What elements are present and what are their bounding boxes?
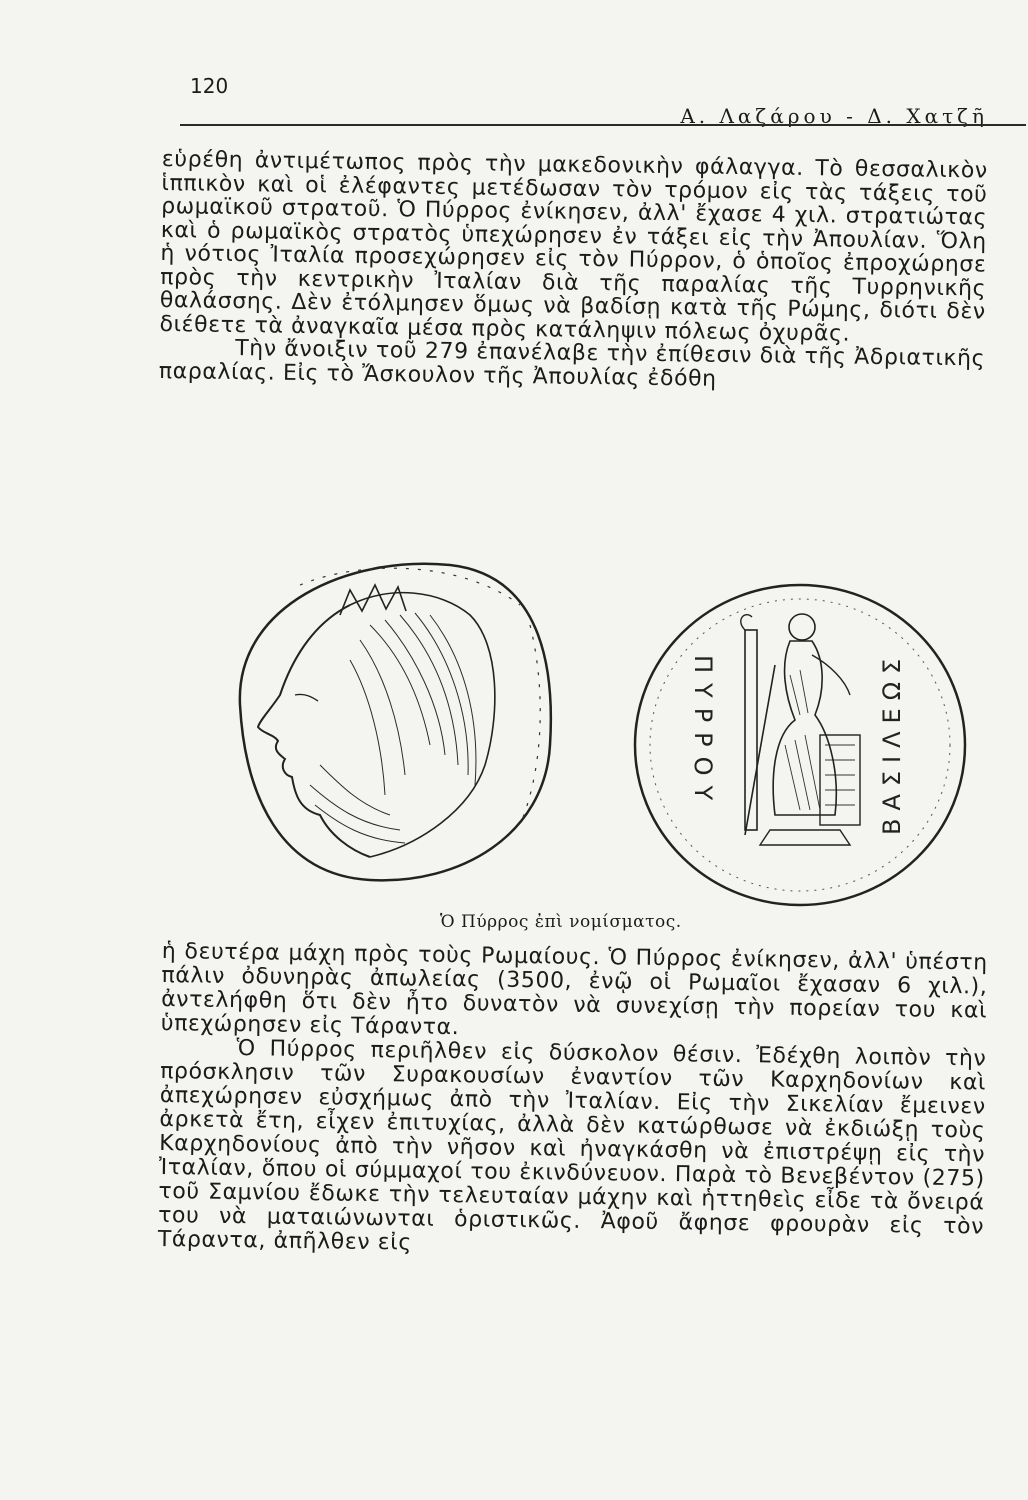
text-block-bottom [158,940,988,1264]
reverse-right-legend: ΒΑΣΙΛΕΩΣ [878,650,906,835]
coin-portrait-icon [240,564,551,881]
paragraph: ἡ δευτέρα μάχη πρὸς τοὺς Ρωμαίους. Ὁ Πύρρος ἐνίκησεν, ἀλλ' ὑπέστη πάλιν ὀδυνηρὰς ἀπωλείας (3500, ἐνῷ οἱ Ρωμαῖοι ἔχασαν 6 χιλ.), ἀντελήφθη ὅτι δὲν ἦτο δυνατὸν νὰ συνεχίσῃ τὴν πορείαν του καὶ ὑπεχώρησεν εἰς Τάραντα. [160,939,988,1041]
page-number: 120 [190,74,229,98]
running-head: Α. Λαζάρου - Δ. Χατζῆ [680,104,988,128]
paragraph: εὑρέθη ἀντιμέτωπος πρὸς τὴν μακεδονικὴν φάλαγγα. Τὸ θεσσαλικὸν ἱππικὸν καὶ οἱ ἐλέφαντες μετέδωσαν τὸν τρόμον εἰς τὰς τάξεις τοῦ ρωμαϊκοῦ στρατοῦ. Ὁ Πύρρος ἐνίκησεν, ἀλλ' ἔχασε 4 χιλ. στρατιώτας καὶ ὁ ρωμαϊκὸς στρατὸς ὑπεχώρησεν ἐν τάξει εἰς τὴν Ἀπουλίαν. Ὅλη ἡ νότιος Ἰταλία προσεχώρησεν εἰς τὸν Πύρρον, ὁ ὁποῖος ἐπροχώρησε πρὸς τὴν κεντρικὴν Ἰταλίαν διὰ τῆς παραλίας τῆς Τυρρηνικῆς θαλάσσης. Δὲν ἐτόλμησεν ὅμως νὰ βαδίσῃ κατὰ τῆς Ρώμης, διότι δὲν διέθετε τὰ ἀναγκαῖα μέσα πρὸς κατάληψιν πόλεως ὀχυρᾶς. [159,147,988,347]
coin-seated-figure-icon [635,585,965,905]
paragraph: Τὴν ἄνοιξιν τοῦ 279 ἐπανέλαβε τὴν ἐπίθεσιν διὰ τῆς Ἀδριατικῆς παραλίας. Εἰς τὸ Ἄσκουλον τῆς Ἀπουλίας ἐδόθη [158,336,986,392]
text-block-top [159,148,988,395]
reverse-left-legend: ΠΥΡΡΟΥ [689,655,717,811]
header-rule [180,124,1026,126]
figure-caption: Ὁ Πύρρος ἐπὶ νομίσματος. [440,912,682,932]
paragraph: Ὁ Πύρρος περιῆλθεν εἰς δύσκολον θέσιν. Ἐδέχθη λοιπὸν τὴν πρόσκλησιν τῶν Συρακουσίων ἐναντίον τῶν Καρχηδονίων καὶ ἀπεχώρησεν εὐσχήμως ἀπὸ τὴν Ἰταλίαν. Εἰς τὴν Σικελίαν ἔμεινεν ἀρκετὰ ἔτη, εἶχεν ἐπιτυχίας, ἀλλὰ δὲν κατώρθωσε νὰ ἐκδιώξῃ τοὺς Καρχηδονίους ἀπὸ τὴν νῆσον καὶ ἠναγκάσθη νὰ ἐπιστρέψῃ εἰς τὴν Ἰταλίαν, ὅπου οἱ σύμμαχοί του ἐκινδύνευον. Παρὰ τὸ Βενεβέντον (275) τοῦ Σαμνίου ἔδωκε τὴν τελευταίαν μάχην καὶ ἡττηθεὶς εἶδε τὰ ὄνειρά του νὰ ματαιώνωνται ὁριστικῶς. Ἀφοῦ ἄφησε φρουρὰν εἰς τὸν Τάραντα, ἀπῆλθεν εἰς [157,1036,987,1256]
coin-figure [200,545,980,910]
